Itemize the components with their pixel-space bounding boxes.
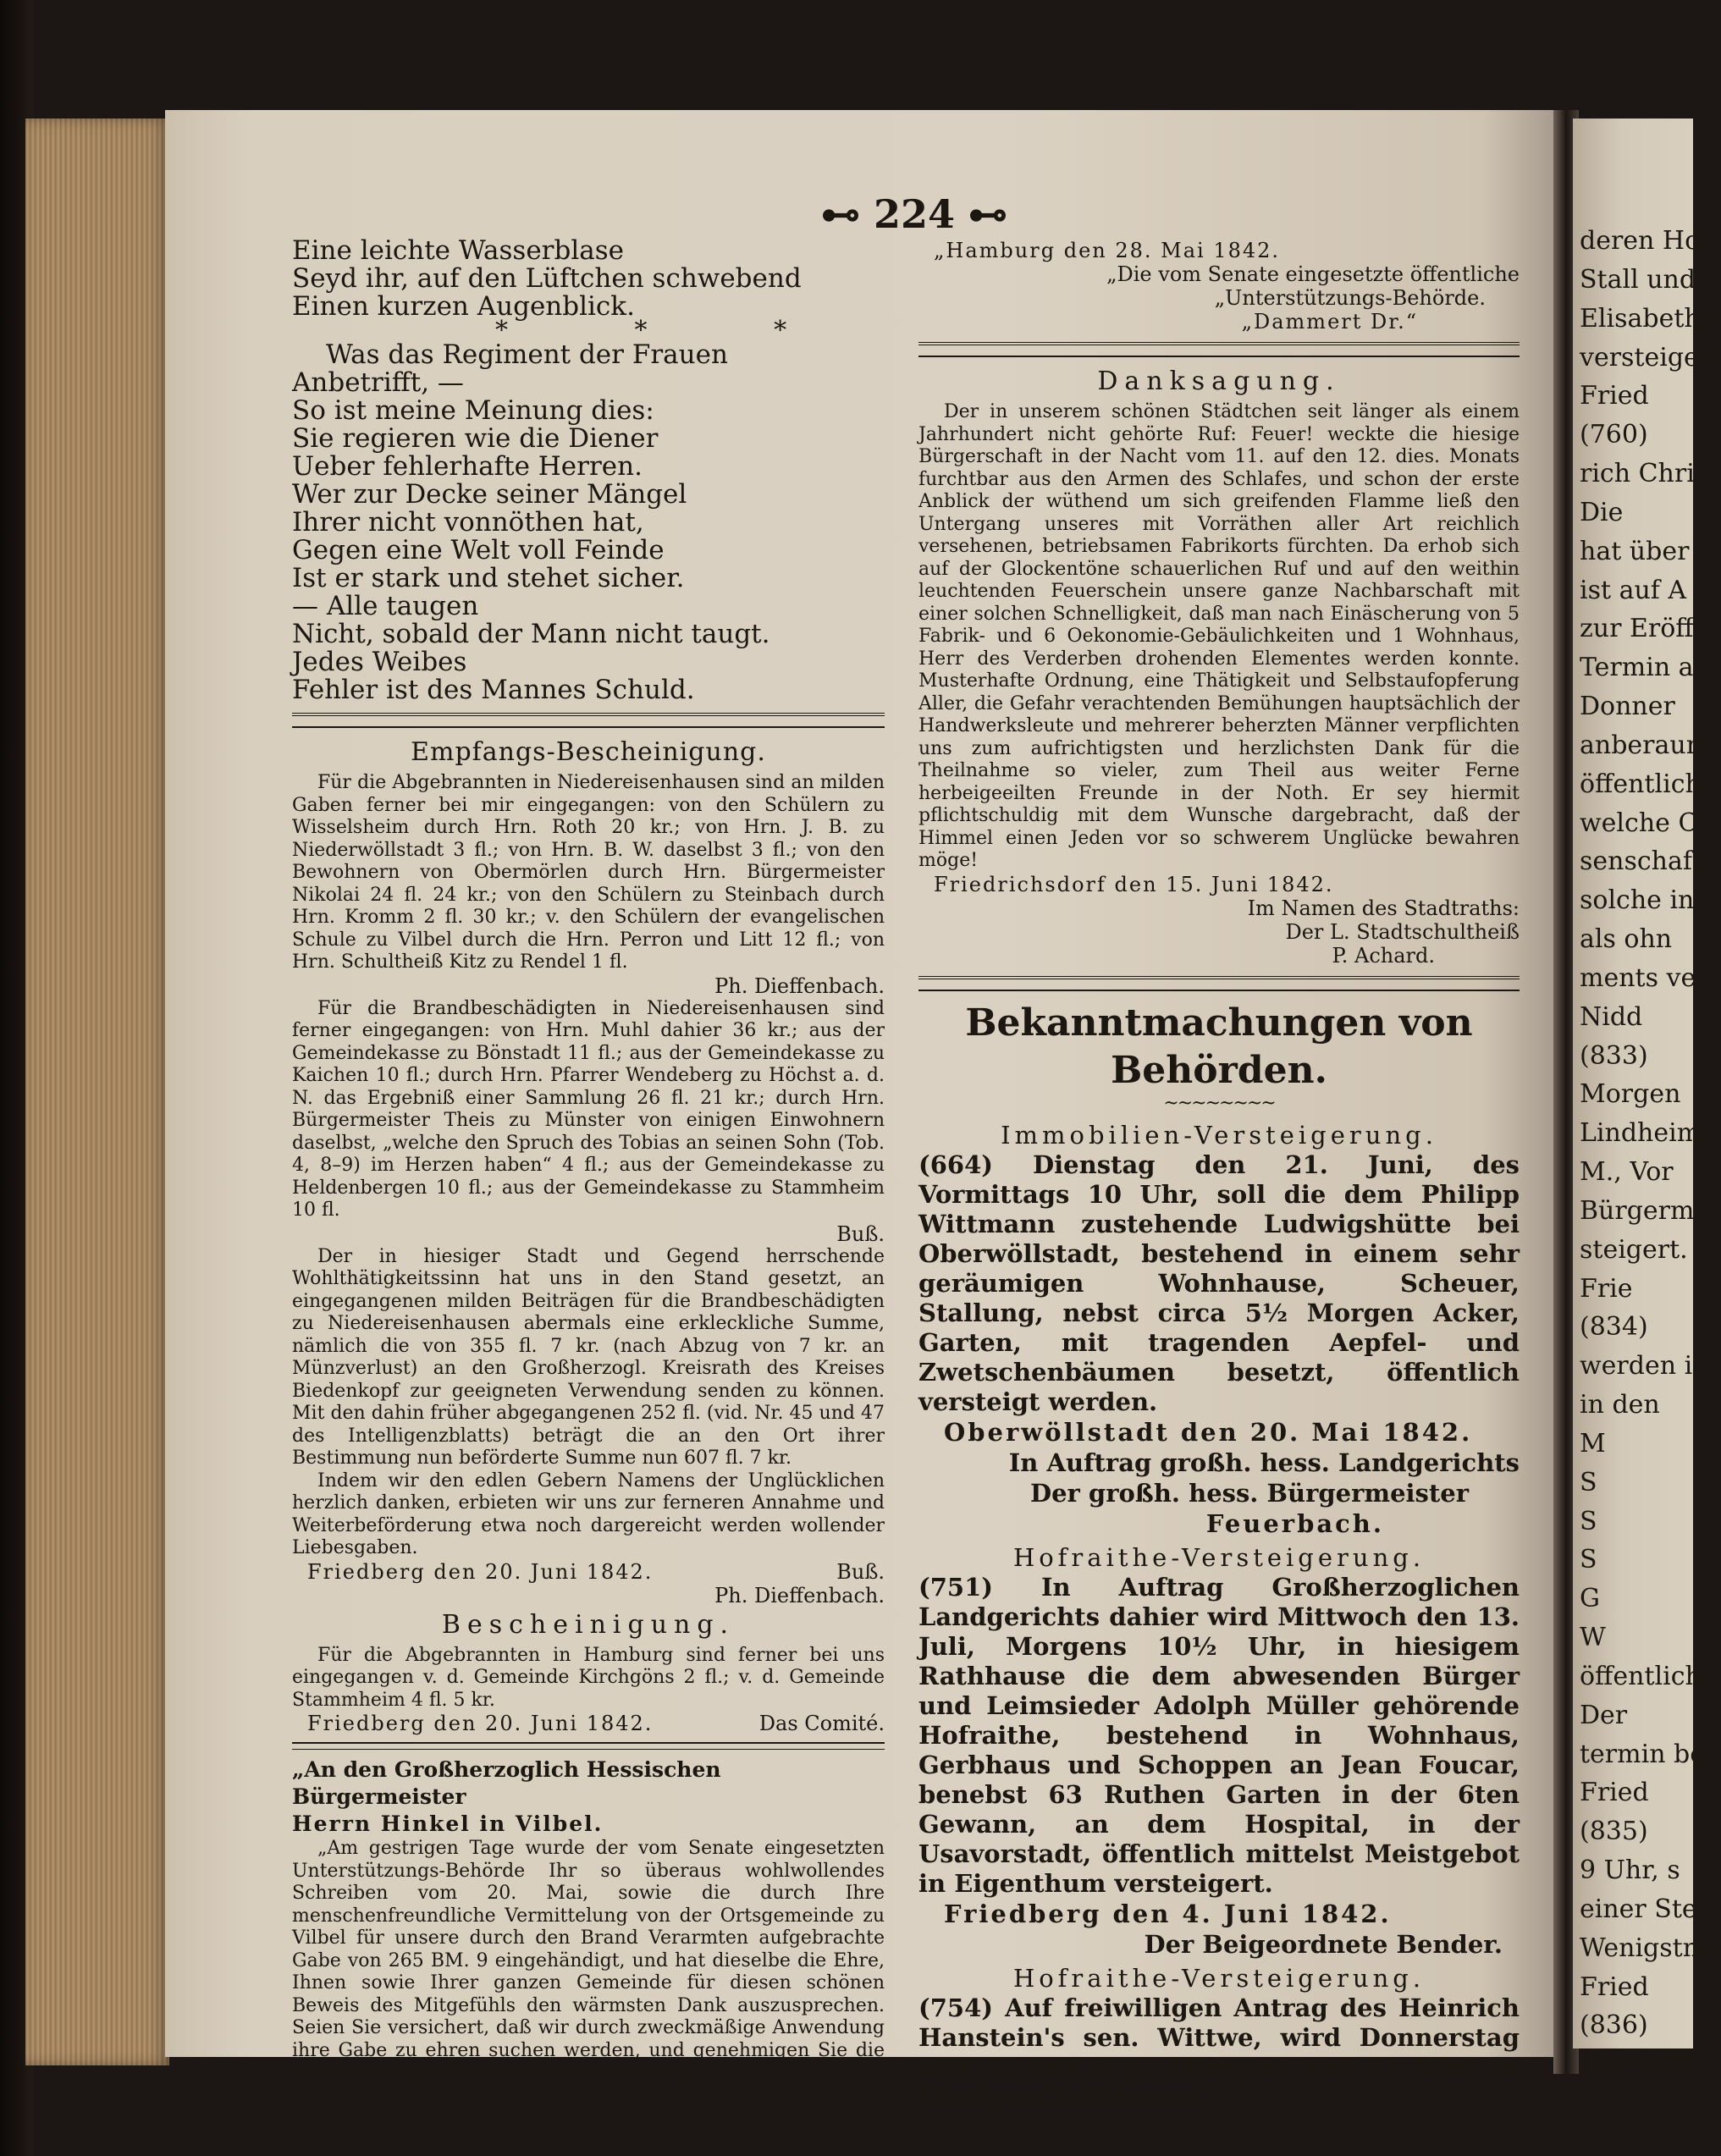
poem-line: Ueber fehlerhafte Herren.: [292, 451, 643, 482]
letter-closing: [918, 239, 1520, 334]
divider-rule: [918, 342, 1520, 357]
poem-line: Ihrer nicht vonnöthen hat,: [292, 507, 644, 538]
letter-signature: „Dammert Dr.“: [1241, 310, 1418, 334]
next-page-fragment: deren Hof: [1580, 226, 1710, 256]
thanks-signature: Der L. Stadtschultheiß: [1285, 919, 1520, 944]
receipt-place-date: Friedberg den 20. Juni 1842.: [307, 1559, 654, 1584]
poem-line: Gegen eine Welt voll Feinde: [292, 535, 665, 565]
page-stack-edge: [25, 119, 169, 2065]
next-page-fragment: als ohn: [1580, 924, 1673, 954]
next-page-fragment: Stall und: [1580, 264, 1696, 295]
receipt-signature: Ph. Dieffenbach.: [714, 973, 885, 998]
announcement-item: [918, 1120, 1520, 1539]
next-page-fragment: Der: [1580, 1700, 1628, 1730]
receipt-paragraph: Für die Brandbeschädigten in Niedereisenhausen sind ferner eingegangen: von Hrn. Muhl dahier 36 kr.; aus der Gemeindekasse zu Bönstadt 11 fl.; aus der Gemeindekasse zu Kaichen 10 fl.; durch Hrn. Pfarrer Wendeberg zu Höchst a. d. N. das Ergebniß einer Sammlung 26 fl. 21 kr.; durch Hrn. Bürgermeister Theis zu Münster von einigen Einwohnern daselbst, „welche den Spruch des Tobias an seinen Sohn (Tob. 4, 8–9) im Herzen haben“ 4 fl.; aus der Gemeindekasse zu Heldenbergen 10 fl.; aus der Gemeindekasse zu Stammheim 10 fl.: [292, 997, 885, 1221]
announcement-header: Hofraithe-Versteigerung.: [1012, 1542, 1426, 1572]
announcement-header: Immobilien-Versteigerung.: [1001, 1120, 1437, 1150]
next-page-fragment: rich Chri: [1580, 459, 1695, 488]
next-page-fragment: Bürgerm: [1580, 1195, 1695, 1226]
announcement-place-date: Oberwöllstadt den 20. Mai 1842.: [944, 1417, 1473, 1447]
certificate-place-date: Friedberg den 20. Juni 1842.: [307, 1712, 654, 1735]
next-page-fragment: solche in: [1580, 885, 1695, 916]
next-page-fragment: Morgen: [1580, 1079, 1681, 1110]
next-page-fragment: Frie: [1580, 1273, 1633, 1304]
thanks-title: Danksagung.: [1097, 367, 1341, 396]
next-page-fragment: W: [1580, 1623, 1606, 1652]
announcement-item: [918, 1963, 1520, 2112]
next-page-fragment: Uhr, soll: [1580, 2049, 1688, 2080]
announcement-signature: Der großh. hess. Bürgermeister: [1029, 1478, 1469, 1508]
poem-line: Fehler ist des Mannes Schuld.: [292, 675, 695, 705]
certificate-notice: [292, 1609, 885, 1736]
next-page-fragment: (760): [1580, 420, 1648, 450]
next-page-fragment: werden i: [1580, 1351, 1693, 1381]
next-page-fragment: zur Eröff: [1580, 614, 1694, 644]
receipt-signature: Buß.: [836, 1221, 885, 1246]
receipt-paragraph: Der in hiesiger Stadt und Gegend herrschende Wohlthätigkeitssinn hat uns in den Stand gesetzt, an eingegangenen milden Beiträgen für die Brandbeschädigten zu Niedereisenhausen abermals eine erkleckliche Summe, nämlich die von 355 fl. 7 kr. (nach Abzug von 7 kr. an Münzverlust) an den Großherzogl. Kreisrath des Kreises Biedenkopf zur geeigneten Verwendung senden zu können. Mit den dahin früher abgegangenen 252 fl. (vid. Nr. 45 und 47 des Intelligenzblatts) beträgt die an den Ort ihrer Bestimmung nun beförderte Summe nun 607 fl. 7 kr.: [292, 1245, 885, 1469]
poem-line: Seyd ihr, auf den Lüftchen schwebend: [292, 263, 802, 294]
left-column: [292, 237, 885, 2085]
announcement-text: (664) Dienstag den 21. Juni, des Vormittags 10 Uhr, soll die dem Philipp Wittmann zustehende Ludwigshütte bei Oberwöllstadt, bestehend in einem sehr geräumigen Wohnhause, Scheuer, Stallung, nebst circa 5½ Morgen Acker, Garten, mit tragenden Aepfel- und Zwetschenbäumen besetzt, öffentlich versteigt werden.: [918, 1150, 1520, 1416]
letter-notice: [292, 1756, 885, 2085]
next-page-fragment: öffentlich: [1580, 769, 1702, 799]
announcement-signature: In Auftrag großh. hess. Landgerichts: [1008, 1447, 1520, 1477]
poem-line: Eine leichte Wasserblase: [292, 235, 624, 266]
next-page-fragment: G: [1580, 1584, 1600, 1614]
next-page-fragment: Fried: [1580, 1778, 1649, 1808]
next-page-fragment: S: [1580, 1506, 1597, 1536]
poem-line: Sie regieren wie die Diener: [292, 423, 659, 454]
poem-line: Ist er stark und stehet sicher.: [292, 563, 685, 593]
next-page-fragment: M: [1580, 1428, 1606, 1458]
next-page-fragment: Wenigstne: [1580, 1933, 1714, 1963]
announcements-title: Bekanntmachungen von Behörden.: [965, 1001, 1473, 1092]
next-page-fragment: ments ve: [1580, 962, 1696, 993]
divider-rule: [918, 976, 1520, 991]
ornament-left: ⊷: [820, 191, 860, 237]
next-page-fragment: in den: [1580, 1390, 1660, 1420]
next-page-fragment: hat über: [1580, 536, 1690, 566]
next-page-fragment: Die: [1580, 497, 1624, 527]
receipt-signature: Buß.: [836, 1559, 885, 1584]
announcement-item: [918, 1542, 1520, 1960]
thanks-place-date: Friedrichsdorf den 15. Juni 1842.: [934, 872, 1334, 896]
right-column: [918, 239, 1520, 2112]
announcement-signature: Der Beigeordnete Bender.: [1144, 1929, 1503, 1959]
certificate-footer: [292, 1712, 885, 1735]
next-page-fragment: M., Vor: [1580, 1157, 1674, 1187]
next-page-fragment: Fried: [1580, 1971, 1649, 2002]
poem-line: Jedes Weibes: [292, 647, 467, 677]
announcements-section: [918, 1000, 1520, 2112]
poem-line: Anbetrifft, —: [292, 367, 464, 398]
receipt-title: Empfangs-Bescheinigung.: [411, 737, 766, 767]
letter-address: Herrn Hinkel in Vilbel.: [292, 1811, 604, 1836]
next-page-partial: [1573, 119, 1721, 2080]
receipt-signature: Ph. Dieffenbach.: [714, 1583, 885, 1607]
next-page-fragment: öffentlich: [1580, 1661, 1702, 1691]
letter-body: „Am gestrigen Tage wurde der vom Senate eingesetzten Unterstützungs-Behörde Ihr so überaus wohlwollendes Schreiben vom 20. Mai, sowie die durch Ihre menschenfreundliche Vermittelung von der Ortsgemeinde zu Vilbel für unsere durch den Brand Verarmten aufgebrachte Gabe von 265 BM. 9 eingehändigt, und hat dieselbe die Ehre, Ihnen sowie Ihrer ganzen Gemeinde für diesen schönen Beweis des Mitgefühls den wärmsten Dank auszusprechen. Seien Sie versichert, daß wir durch zweckmäßige Anwendung ihre Gabe zu ehren suchen werden, und genehmigen Sie die Versicherung vollkommener Hochachtung.: [292, 1838, 885, 2083]
receipt-paragraph: Für die Abgebrannten in Niedereisenhausen sind an milden Gaben ferner bei mir eingegangen: von den Schülern zu Wisselsheim durch Hrn. Roth 20 kr.; von Hrn. J. B. zu Niederwöllstadt 3 fl.; von Hrn. B. W. daselbst 3 fl.; von den Bewohnern von Obermörlen durch Hrn. Bürgermeister Nikolai 24 fl. 24 kr.; von den Schülern zu Steinbach durch Hrn. Kromm 2 fl. 30 kr.; v. den Schülern der evangelischen Schule zu Vilbel durch die Hrn. Perron und Litt 12 fl.; von Hrn. Schultheiß Kitz zu Rendel 1 fl.: [292, 772, 885, 973]
next-page-fragment: versteigert: [1580, 342, 1721, 372]
announcement-place-date: Friedberg den 4. Juni 1842.: [944, 1899, 1392, 1928]
next-page-fragment: Fried: [1580, 381, 1649, 411]
next-page-fragment: (835): [1580, 1817, 1648, 1847]
poem-separator-stars: * * *: [495, 316, 847, 345]
thanks-signature: Im Namen des Stadtraths:: [1247, 896, 1520, 920]
next-page-fragment: (833): [1580, 1040, 1648, 1071]
page-number: [804, 191, 1024, 237]
announcement-signature: Feuerbach.: [1205, 1508, 1384, 1538]
receipt-footer: [292, 1560, 885, 1584]
next-page-fragment: Donner: [1580, 692, 1675, 721]
next-page-fragment: (836): [1580, 2010, 1648, 2041]
next-page-fragment: S: [1580, 1545, 1597, 1575]
poem: [292, 237, 885, 704]
letter-signature: „Die vom Senate eingesetzte öffentliche: [1106, 262, 1520, 286]
next-page-fragment: senschaft: [1580, 846, 1703, 877]
next-page-fragment: anberaum: [1580, 730, 1711, 760]
announcement-header: Hofraithe-Versteigerung.: [1012, 1963, 1426, 1993]
certificate-signature: Das Comité.: [758, 1712, 885, 1735]
certificate-title: Bescheinigung.: [441, 1609, 736, 1640]
divider-rule: [292, 1742, 885, 1750]
next-page-fragment: Nidd: [1580, 1001, 1643, 1032]
announcement-text: (751) In Auftrag Großherzoglichen Landgerichts dahier wird Mittwoch den 13. Juli, Morgens 10½ Uhr, in hiesigem Rathhause die dem abwesenden Bürger und Leimsieder Adolph Müller gehörende Hofraithe, bestehend in Wohnhaus, Gerbhaus und Schoppen an Jean Foucar, benebst 63 Ruthen Garten in der 6ten Gewann, an dem Hospital, in der Usavorstadt, öffentlich mittelst Meistgebot in Eigenthum versteigert.: [918, 1572, 1520, 1898]
next-page-fragment: Elisabethe: [1580, 303, 1716, 334]
poem-line: — Alle taugen: [292, 591, 479, 621]
receipt-notice: [292, 736, 885, 1607]
announcement-text: (754) Auf freiwilligen Antrag des Heinrich Hanstein's sen. Wittwe, wird Donnerstag den 7. Juli l. J., Morgens um 11 Uhr, in hiesigem Rathhause: [918, 1993, 1520, 2111]
receipt-paragraph: Indem wir den edlen Gebern Namens der Unglücklichen herzlich danken, erbieten wir uns zur ferneren Annahme und Weiterbeförderung etwa noch dargereicht werden wollender Liebesgaben.: [292, 1469, 885, 1558]
thanks-notice: [918, 366, 1520, 968]
thanks-text: Der in unserem schönen Städtchen seit länger als einem Jahrhundert nicht gehörte Ruf: Feuer! weckte die hiesige Bürgerschaft in der Nacht vom 11. auf den 12. dies. Monats furchtbar aus den Armen des Schlafes, und schon der erste Anblick der wüthend um sich greifenden Flamme ließ den Untergang unseres mit Vorräthen aller Art reichlich versehenen, betriebsamen Fabrikorts fürchten. Da erhob sich auf der Glockentöne schauerlichen Ruf und auf den weithin leuchtenden Feuerschein unsere ganze Nachbarschaft mit einer solchen Schnelligkeit, daß man nach Einäscherung von 5 Fabrik- und 6 Oekonomie-Gebäulichkeiten und 1 Wohnhaus, Herr des Verderben drohenden Elementes werden konnte. Musterhafte Ordnung, eine Thätigkeit und Selbstaufopferung Aller, die Gefahr verachtenden Bemühungen hauptsächlich der Handwerksleute und mehrerer beherzten Männer verpflichten uns zum aufrichtigsten und herzlichsten Dank für die Theilnahme so vieler, zum Theil aus weiter Ferne herbeigeeilten Freunde in der Noth. Er sey hiermit pflichtschuldig mit dem Wunsche dargebracht, daß der Himmel einen Jeden vor so schwerem Unglücke bewahren möge!: [918, 401, 1520, 871]
poem-line: Was das Regiment der Frauen: [326, 339, 728, 370]
ornament-squiggle: ~~~~~~~~: [1163, 1092, 1275, 1114]
next-page-fragment: (834): [1580, 1312, 1648, 1343]
poem-line: Nicht, sobald der Mann nicht taugt.: [292, 619, 770, 649]
next-page-fragment: termin be: [1580, 1739, 1706, 1769]
divider-rule: [292, 713, 885, 728]
poem-line: Einen kurzen Augenblick.: [292, 291, 635, 322]
certificate-text: Für die Abgebrannten in Hamburg sind ferner bei uns eingegangen v. d. Gemeinde Kirchgöns 2 fl.; v. d. Gemeinde Stammheim 4 fl. 5 kr.: [292, 1644, 885, 1711]
next-page-fragment: ist auf A: [1580, 575, 1687, 605]
letter-place-date: „Hamburg den 28. Mai 1842.: [934, 239, 1281, 262]
thanks-signature: P. Achard.: [1332, 943, 1435, 968]
next-page-fragment: welche C: [1580, 808, 1698, 838]
next-page-fragment: steigert.: [1580, 1234, 1688, 1265]
next-page-fragment: 9 Uhr, s: [1580, 1855, 1680, 1885]
letter-address: „An den Großherzoglich Hessischen Bürgermeister: [292, 1757, 721, 1809]
letter-signature: „Unterstützungs-Behörde.: [1214, 286, 1486, 310]
poem-line: So ist meine Meinung dies:: [292, 395, 654, 426]
next-page-fragment: S: [1580, 1467, 1597, 1497]
page-number-value: 224: [873, 191, 956, 237]
poem-line: Wer zur Decke seiner Mängel: [292, 479, 687, 510]
next-page-fragment: Lindheim: [1580, 1118, 1702, 1149]
next-page-fragment: Termin a: [1580, 653, 1694, 683]
next-page-fragment: einer Ste: [1580, 1894, 1697, 1924]
ornament-right: ⊷: [968, 191, 1008, 237]
